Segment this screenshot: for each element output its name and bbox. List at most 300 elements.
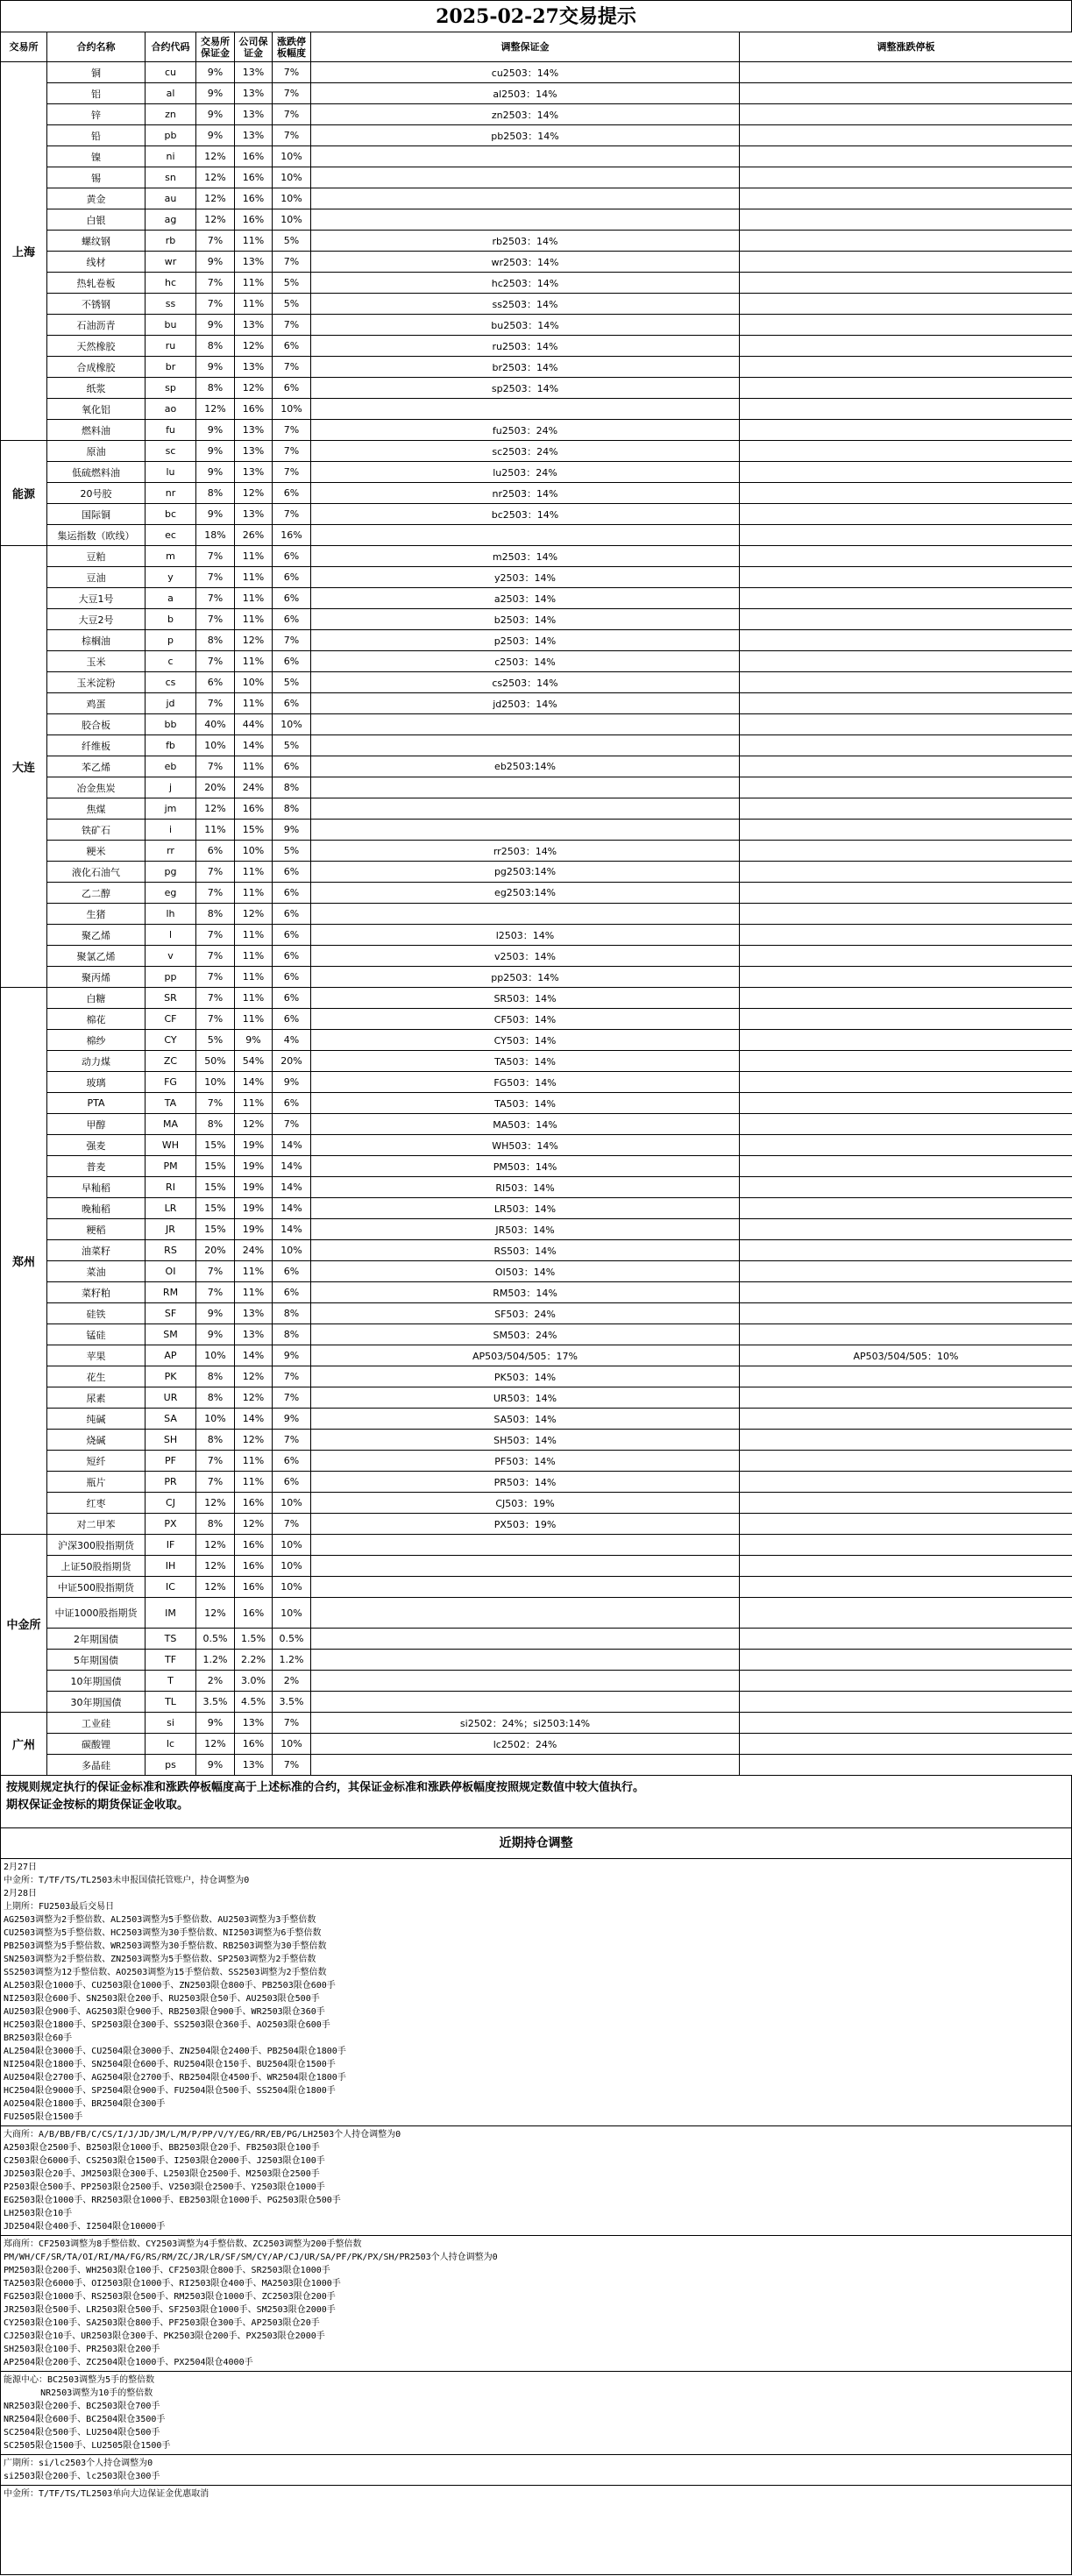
contract-name-cell: 纸浆 <box>47 378 146 399</box>
position-line: LH2503限仓10手 <box>4 2209 73 2218</box>
adjusted-margin-cell <box>311 1598 740 1629</box>
exchange-cell: 郑州 <box>1 988 47 1535</box>
company-margin-cell: 13% <box>235 125 273 146</box>
table-row <box>1 862 1072 883</box>
adjusted-limit-cell <box>740 1009 1072 1030</box>
contract-name-cell: 普麦 <box>47 1156 146 1177</box>
adjusted-margin-cell: PR503：14% <box>311 1472 740 1493</box>
contract-name-cell: 聚丙烯 <box>47 967 146 988</box>
contract-code-cell: PK <box>146 1366 196 1387</box>
price-limit-cell: 6% <box>273 756 311 777</box>
adjusted-margin-cell: cu2503：14% <box>311 62 740 83</box>
exchange-margin-cell: 9% <box>196 83 235 104</box>
price-limit-cell: 7% <box>273 1514 311 1535</box>
price-limit-cell: 5% <box>273 841 311 862</box>
price-limit-cell: 7% <box>273 504 311 525</box>
exchange-margin-cell: 7% <box>196 546 235 567</box>
adjusted-margin-cell: a2503：14% <box>311 588 740 609</box>
adjusted-margin-cell: bu2503：14% <box>311 315 740 336</box>
exchange-margin-cell: 12% <box>196 1493 235 1514</box>
table-row <box>1 1472 1072 1493</box>
price-limit-cell: 9% <box>273 1345 311 1366</box>
price-limit-cell: 16% <box>273 525 311 546</box>
adjusted-limit-cell <box>740 904 1072 925</box>
contract-code-cell: JR <box>146 1219 196 1240</box>
contract-name-cell: 油菜籽 <box>47 1240 146 1261</box>
adjusted-limit-cell <box>740 1409 1072 1430</box>
company-margin-cell: 11% <box>235 967 273 988</box>
exchange-margin-cell: 15% <box>196 1177 235 1198</box>
price-limit-cell: 7% <box>273 315 311 336</box>
exchange-margin-cell: 12% <box>196 1556 235 1577</box>
price-limit-cell: 6% <box>273 651 311 672</box>
exchange-cell: 广州 <box>1 1713 47 1776</box>
adjusted-margin-cell: TA503：14% <box>311 1093 740 1114</box>
table-row <box>1 1713 1072 1734</box>
company-margin-cell: 12% <box>235 1114 273 1135</box>
position-line: EG2503限仓1000手、RR2503限仓1000手、EB2503限仓1000手、PG2503限仓500手 <box>4 2196 341 2205</box>
company-margin-cell: 12% <box>235 483 273 504</box>
contract-code-cell: pp <box>146 967 196 988</box>
contract-code-cell: MA <box>146 1114 196 1135</box>
exchange-margin-cell: 7% <box>196 1261 235 1282</box>
exchange-cell: 上海 <box>1 62 47 441</box>
price-limit-cell: 7% <box>273 1387 311 1409</box>
company-margin-cell: 12% <box>235 630 273 651</box>
exchange-margin-cell: 2% <box>196 1671 235 1692</box>
adjusted-margin-cell <box>311 1535 740 1556</box>
adjusted-limit-cell <box>740 294 1072 315</box>
contract-code-cell: y <box>146 567 196 588</box>
adjusted-margin-cell: si2502：24%；si2503:14% <box>311 1713 740 1734</box>
exchange-margin-cell: 9% <box>196 441 235 462</box>
price-limit-cell: 10% <box>273 1240 311 1261</box>
position-line: NR2503调整为10手的整倍数 <box>4 2388 153 2398</box>
adjusted-limit-cell <box>740 125 1072 146</box>
table-row <box>1 167 1072 188</box>
adjusted-margin-cell: b2503：14% <box>311 609 740 630</box>
table-row <box>1 1009 1072 1030</box>
exchange-margin-cell: 8% <box>196 1366 235 1387</box>
company-margin-cell: 12% <box>235 1366 273 1387</box>
price-limit-cell: 7% <box>273 1713 311 1734</box>
adjusted-limit-cell <box>740 967 1072 988</box>
price-limit-cell: 6% <box>273 1093 311 1114</box>
table-row <box>1 62 1072 83</box>
company-margin-cell: 13% <box>235 62 273 83</box>
price-limit-cell: 5% <box>273 294 311 315</box>
contract-code-cell: jd <box>146 693 196 714</box>
adjusted-margin-cell: eg2503:14% <box>311 883 740 904</box>
contract-name-cell: 苹果 <box>47 1345 146 1366</box>
exchange-margin-cell: 0.5% <box>196 1629 235 1650</box>
exchange-margin-cell: 8% <box>196 483 235 504</box>
company-margin-cell: 16% <box>235 1598 273 1629</box>
position-line: 2月27日 <box>4 1863 38 1872</box>
company-margin-cell: 3.0% <box>235 1671 273 1692</box>
table-row <box>1 315 1072 336</box>
position-line: 中金所：T/TF/TS/TL2503未申报国债托管账户，持仓调整为0 <box>4 1876 250 1885</box>
price-limit-cell: 6% <box>273 967 311 988</box>
contract-name-cell: 中证500股指期货 <box>47 1577 146 1598</box>
price-limit-cell: 2% <box>273 1671 311 1692</box>
contract-code-cell: PM <box>146 1156 196 1177</box>
adjusted-limit-cell <box>740 1030 1072 1051</box>
price-limit-cell: 6% <box>273 546 311 567</box>
exchange-margin-cell: 15% <box>196 1135 235 1156</box>
table-row <box>1 1755 1072 1776</box>
exchange-margin-cell: 7% <box>196 567 235 588</box>
price-limit-cell: 6% <box>273 609 311 630</box>
adjusted-margin-cell: FG503：14% <box>311 1072 740 1093</box>
contract-name-cell: 粳米 <box>47 841 146 862</box>
adjusted-margin-cell: p2503：14% <box>311 630 740 651</box>
table-row <box>1 988 1072 1009</box>
header-contract-name: 合约名称 <box>47 32 146 62</box>
table-row <box>1 588 1072 609</box>
company-margin-cell: 24% <box>235 1240 273 1261</box>
contract-name-cell: 锰硅 <box>47 1324 146 1345</box>
company-margin-cell: 19% <box>235 1219 273 1240</box>
exchange-margin-cell: 9% <box>196 462 235 483</box>
company-margin-cell: 14% <box>235 1345 273 1366</box>
company-margin-cell: 4.5% <box>235 1692 273 1713</box>
table-row <box>1 1671 1072 1692</box>
exchange-margin-cell: 7% <box>196 883 235 904</box>
adjusted-limit-cell <box>740 1156 1072 1177</box>
company-margin-cell: 11% <box>235 1472 273 1493</box>
company-margin-cell: 24% <box>235 777 273 798</box>
adjusted-limit-cell <box>740 1577 1072 1598</box>
adjusted-margin-cell: pb2503：14% <box>311 125 740 146</box>
adjusted-margin-cell: al2503：14% <box>311 83 740 104</box>
exchange-cell: 中金所 <box>1 1535 47 1713</box>
company-margin-cell: 16% <box>235 209 273 231</box>
table-row <box>1 83 1072 104</box>
price-limit-cell: 7% <box>273 441 311 462</box>
position-line: P2503限仓500手、PP2503限仓2500手、V2503限仓2500手、Y2503限仓1000手 <box>4 2182 325 2192</box>
price-limit-cell: 6% <box>273 1472 311 1493</box>
margin-table <box>0 32 1072 1776</box>
price-limit-cell: 14% <box>273 1219 311 1240</box>
adjusted-margin-cell: bc2503：14% <box>311 504 740 525</box>
table-row <box>1 1240 1072 1261</box>
price-limit-cell: 7% <box>273 62 311 83</box>
adjusted-margin-cell <box>311 209 740 231</box>
contract-name-cell: 石油沥青 <box>47 315 146 336</box>
company-margin-cell: 16% <box>235 1493 273 1514</box>
table-row <box>1 1072 1072 1093</box>
company-margin-cell: 13% <box>235 420 273 441</box>
adjusted-margin-cell: SM503：24% <box>311 1324 740 1345</box>
company-margin-cell: 12% <box>235 1430 273 1451</box>
position-line: AL2503限仓1000手、CU2503限仓1000手、ZN2503限仓800手、PB2503限仓600手 <box>4 1981 336 1991</box>
contract-code-cell: TL <box>146 1692 196 1713</box>
price-limit-cell: 6% <box>273 1009 311 1030</box>
price-limit-cell: 7% <box>273 630 311 651</box>
contract-name-cell: 螺纹钢 <box>47 231 146 252</box>
company-margin-cell: 19% <box>235 1198 273 1219</box>
table-row <box>1 735 1072 756</box>
adjusted-limit-cell <box>740 167 1072 188</box>
position-line: JR2503限仓500手、LR2503限仓500手、SF2503限仓1000手、SM2503限仓2000手 <box>4 2305 336 2315</box>
price-limit-cell: 6% <box>273 904 311 925</box>
exchange-margin-cell: 8% <box>196 904 235 925</box>
exchange-margin-cell: 15% <box>196 1219 235 1240</box>
position-line: 广期所：si/lc2503个人持仓调整为0 <box>4 2459 153 2468</box>
contract-code-cell: PF <box>146 1451 196 1472</box>
adjusted-margin-cell: SR503：14% <box>311 988 740 1009</box>
adjusted-margin-cell: CJ503：19% <box>311 1493 740 1514</box>
contract-name-cell: 20号胶 <box>47 483 146 504</box>
exchange-margin-cell: 10% <box>196 1345 235 1366</box>
company-margin-cell: 13% <box>235 83 273 104</box>
adjusted-limit-cell <box>740 609 1072 630</box>
position-line: 能源中心：BC2503调整为5手的整倍数 <box>4 2375 155 2385</box>
position-line: NR2503限仓200手、BC2503限仓700手 <box>4 2402 160 2411</box>
adjusted-margin-cell <box>311 1577 740 1598</box>
company-margin-cell: 26% <box>235 525 273 546</box>
adjusted-limit-cell <box>740 441 1072 462</box>
price-limit-cell: 0.5% <box>273 1629 311 1650</box>
price-limit-cell: 6% <box>273 862 311 883</box>
price-limit-cell: 6% <box>273 988 311 1009</box>
company-margin-cell: 11% <box>235 925 273 946</box>
exchange-margin-cell: 9% <box>196 1324 235 1345</box>
table-row <box>1 1409 1072 1430</box>
contract-name-cell: 硅铁 <box>47 1303 146 1324</box>
table-row <box>1 1156 1072 1177</box>
company-margin-cell: 11% <box>235 588 273 609</box>
contract-code-cell: bb <box>146 714 196 735</box>
exchange-margin-cell: 7% <box>196 588 235 609</box>
company-margin-cell: 11% <box>235 1009 273 1030</box>
contract-name-cell: 玉米淀粉 <box>47 672 146 693</box>
adjusted-margin-cell <box>311 525 740 546</box>
table-row <box>1 104 1072 125</box>
table-row <box>1 1535 1072 1556</box>
position-line: BR2503限仓60手 <box>4 2033 73 2043</box>
contract-name-cell: 玉米 <box>47 651 146 672</box>
price-limit-cell: 6% <box>273 588 311 609</box>
position-line: NI2504限仓1800手、SN2504限仓600手、RU2504限仓150手、BU2504限仓1500手 <box>4 2060 336 2069</box>
position-line: SS2503调整为12手整倍数、AO2503调整为15手整倍数、SS2503调整为2手整倍数 <box>4 1968 327 1977</box>
table-row <box>1 651 1072 672</box>
position-line: SC2504限仓500手、LU2504限仓500手 <box>4 2428 160 2438</box>
contract-code-cell: nr <box>146 483 196 504</box>
adjusted-limit-cell <box>740 841 1072 862</box>
adjusted-limit-cell <box>740 756 1072 777</box>
adjusted-limit-cell <box>740 1261 1072 1282</box>
position-line: AP2504限仓200手、ZC2504限仓1000手、PX2504限仓4000手 <box>4 2358 253 2367</box>
exchange-cell: 能源 <box>1 441 47 546</box>
adjusted-limit-cell <box>740 1240 1072 1261</box>
adjusted-margin-cell: l2503：14% <box>311 925 740 946</box>
header-exchange-margin: 交易所保证金 <box>196 32 235 62</box>
table-header-row <box>1 32 1072 62</box>
contract-name-cell: 低硫燃料油 <box>47 462 146 483</box>
section-divider <box>1 2485 1071 2486</box>
contract-code-cell: FG <box>146 1072 196 1093</box>
company-margin-cell: 13% <box>235 1324 273 1345</box>
contract-name-cell: 集运指数（欧线） <box>47 525 146 546</box>
exchange-margin-cell: 12% <box>196 1734 235 1755</box>
position-line: C2503限仓6000手、CS2503限仓1500手、I2503限仓2000手、J2503限仓100手 <box>4 2156 325 2166</box>
contract-name-cell: 豆油 <box>47 567 146 588</box>
exchange-margin-cell: 7% <box>196 609 235 630</box>
contract-name-cell: 上证50股指期货 <box>47 1556 146 1577</box>
contract-name-cell: 2年期国债 <box>47 1629 146 1650</box>
exchange-margin-cell: 9% <box>196 252 235 273</box>
price-limit-cell: 14% <box>273 1198 311 1219</box>
contract-code-cell: SA <box>146 1409 196 1430</box>
company-margin-cell: 11% <box>235 231 273 252</box>
table-row <box>1 378 1072 399</box>
adjusted-margin-cell: eb2503:14% <box>311 756 740 777</box>
contract-name-cell: 乙二醇 <box>47 883 146 904</box>
adjusted-limit-cell <box>740 693 1072 714</box>
section-divider <box>1 2125 1071 2126</box>
table-row <box>1 146 1072 167</box>
adjusted-limit-cell <box>740 546 1072 567</box>
exchange-margin-cell: 8% <box>196 336 235 357</box>
exchange-margin-cell: 12% <box>196 188 235 209</box>
contract-name-cell: 菜油 <box>47 1261 146 1282</box>
contract-code-cell: ss <box>146 294 196 315</box>
contract-code-cell: ec <box>146 525 196 546</box>
adjusted-limit-cell <box>740 1755 1072 1776</box>
contract-code-cell: CF <box>146 1009 196 1030</box>
adjusted-limit-cell <box>740 883 1072 904</box>
price-limit-cell: 14% <box>273 1177 311 1198</box>
contract-code-cell: a <box>146 588 196 609</box>
adjusted-limit-cell <box>740 62 1072 83</box>
position-line: AO2504限仓1800手、BR2504限仓300手 <box>4 2099 166 2109</box>
table-row <box>1 1556 1072 1577</box>
price-limit-cell: 9% <box>273 820 311 841</box>
contract-code-cell: m <box>146 546 196 567</box>
contract-name-cell: 甲醇 <box>47 1114 146 1135</box>
contract-code-cell: ni <box>146 146 196 167</box>
adjusted-margin-cell: v2503：14% <box>311 946 740 967</box>
adjusted-limit-cell <box>740 862 1072 883</box>
adjusted-limit-cell <box>740 820 1072 841</box>
exchange-margin-cell: 9% <box>196 1303 235 1324</box>
company-margin-cell: 15% <box>235 820 273 841</box>
contract-name-cell: 聚乙烯 <box>47 925 146 946</box>
table-row <box>1 188 1072 209</box>
adjusted-limit-cell <box>740 462 1072 483</box>
contract-name-cell: 粳稻 <box>47 1219 146 1240</box>
table-row <box>1 252 1072 273</box>
contract-name-cell: 热轧卷板 <box>47 273 146 294</box>
contract-code-cell: br <box>146 357 196 378</box>
table-row <box>1 336 1072 357</box>
position-line: AL2504限仓3000手、CU2504限仓3000手、ZN2504限仓2400手、PB2504限仓1800手 <box>4 2047 346 2056</box>
contract-code-cell: l <box>146 925 196 946</box>
adjusted-limit-cell <box>740 420 1072 441</box>
contract-code-cell: eg <box>146 883 196 904</box>
exchange-margin-cell: 7% <box>196 946 235 967</box>
company-margin-cell: 13% <box>235 441 273 462</box>
table-row <box>1 1366 1072 1387</box>
adjusted-limit-cell <box>740 525 1072 546</box>
contract-name-cell: 碳酸锂 <box>47 1734 146 1755</box>
table-row <box>1 1493 1072 1514</box>
adjusted-limit-cell <box>740 735 1072 756</box>
company-margin-cell: 19% <box>235 1135 273 1156</box>
contract-code-cell: ru <box>146 336 196 357</box>
contract-code-cell: PX <box>146 1514 196 1535</box>
adjusted-limit-cell <box>740 672 1072 693</box>
adjusted-limit-cell <box>740 567 1072 588</box>
contract-name-cell: 豆粕 <box>47 546 146 567</box>
adjusted-margin-cell <box>311 904 740 925</box>
price-limit-cell: 6% <box>273 567 311 588</box>
position-line: SC2505限仓1500手、LU2505限仓1500手 <box>4 2441 171 2451</box>
adjusted-margin-cell: br2503：14% <box>311 357 740 378</box>
adjusted-margin-cell: m2503：14% <box>311 546 740 567</box>
table-row <box>1 1577 1072 1598</box>
contract-name-cell: 原油 <box>47 441 146 462</box>
table-row <box>1 546 1072 567</box>
adjusted-limit-cell <box>740 946 1072 967</box>
contract-code-cell: pg <box>146 862 196 883</box>
company-margin-cell: 16% <box>235 1577 273 1598</box>
table-row <box>1 1051 1072 1072</box>
adjusted-limit-cell <box>740 1198 1072 1219</box>
price-limit-cell: 5% <box>273 735 311 756</box>
contract-code-cell: WH <box>146 1135 196 1156</box>
adjusted-margin-cell: AP503/504/505：17% <box>311 1345 740 1366</box>
contract-code-cell: IC <box>146 1577 196 1598</box>
position-line: 2月28日 <box>4 1889 38 1898</box>
contract-name-cell: 多晶硅 <box>47 1755 146 1776</box>
price-limit-cell: 4% <box>273 1030 311 1051</box>
contract-code-cell: TF <box>146 1650 196 1671</box>
exchange-margin-cell: 3.5% <box>196 1692 235 1713</box>
contract-name-cell: 动力煤 <box>47 1051 146 1072</box>
contract-name-cell: 纤维板 <box>47 735 146 756</box>
contract-code-cell: TA <box>146 1093 196 1114</box>
price-limit-cell: 10% <box>273 1556 311 1577</box>
table-row <box>1 1324 1072 1345</box>
adjusted-margin-cell: CY503：14% <box>311 1030 740 1051</box>
price-limit-cell: 14% <box>273 1156 311 1177</box>
contract-name-cell: 焦煤 <box>47 798 146 820</box>
exchange-margin-cell: 50% <box>196 1051 235 1072</box>
adjusted-margin-cell: pp2503：14% <box>311 967 740 988</box>
price-limit-cell: 6% <box>273 925 311 946</box>
price-limit-cell: 10% <box>273 209 311 231</box>
company-margin-cell: 11% <box>235 883 273 904</box>
adjusted-margin-cell <box>311 188 740 209</box>
table-row <box>1 798 1072 820</box>
contract-name-cell: 烧碱 <box>47 1430 146 1451</box>
exchange-margin-cell: 12% <box>196 1535 235 1556</box>
table-row <box>1 967 1072 988</box>
contract-name-cell: 花生 <box>47 1366 146 1387</box>
exchange-cell: 大连 <box>1 546 47 988</box>
contract-name-cell: 瓶片 <box>47 1472 146 1493</box>
adjusted-limit-cell <box>740 504 1072 525</box>
contract-code-cell: eb <box>146 756 196 777</box>
price-limit-cell: 6% <box>273 883 311 904</box>
price-limit-cell: 6% <box>273 378 311 399</box>
contract-name-cell: 冶金焦炭 <box>47 777 146 798</box>
adjusted-margin-cell <box>311 167 740 188</box>
contract-code-cell: IF <box>146 1535 196 1556</box>
